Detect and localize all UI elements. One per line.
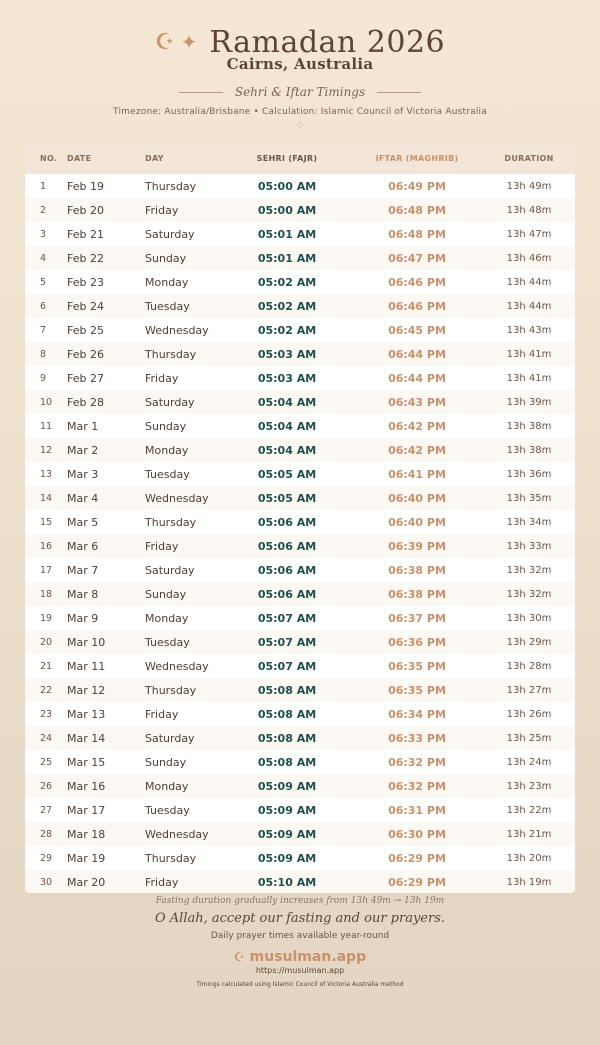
cell-day: Saturday xyxy=(145,731,195,745)
cell-sehri: 05:06 AM xyxy=(257,563,317,577)
table-row xyxy=(25,630,575,654)
cell-duration: 13h 36m xyxy=(506,468,552,480)
crescent-moon-icon: ☪ xyxy=(154,29,175,55)
table-row xyxy=(25,486,575,510)
cell-day: Friday xyxy=(145,203,179,217)
cell-no: 21 xyxy=(40,660,53,672)
cell-duration: 13h 32m xyxy=(506,588,552,600)
cell-iftar: 06:36 PM xyxy=(388,635,446,649)
cell-duration: 13h 32m xyxy=(506,564,552,576)
cell-sehri: 05:02 AM xyxy=(257,299,317,313)
table-row xyxy=(25,870,575,893)
cell-no: 14 xyxy=(40,492,53,504)
cell-no: 18 xyxy=(40,588,53,600)
cell-duration: 13h 44m xyxy=(506,300,552,312)
cell-date: Mar 20 xyxy=(67,875,106,889)
table-row xyxy=(25,270,575,294)
cell-no: 29 xyxy=(40,852,53,864)
cell-duration: 13h 26m xyxy=(506,708,552,720)
cell-duration: 13h 44m xyxy=(506,276,552,288)
cell-iftar: 06:32 PM xyxy=(388,779,446,793)
table-row xyxy=(25,558,575,582)
cell-sehri: 05:06 AM xyxy=(257,587,317,601)
column-header-day: DAY xyxy=(145,154,164,163)
cell-sehri: 05:09 AM xyxy=(257,827,317,841)
divider-right xyxy=(377,92,421,93)
cell-duration: 13h 21m xyxy=(506,828,552,840)
timezone-meta: Timezone: Australia/Brisbane • Calculation: Islamic Council of Victoria Australia xyxy=(113,107,487,117)
cell-duration: 13h 38m xyxy=(506,420,552,432)
cell-day: Friday xyxy=(145,875,179,889)
cell-iftar: 06:29 PM xyxy=(388,875,446,889)
cell-no: 28 xyxy=(40,828,53,840)
cell-sehri: 05:07 AM xyxy=(257,635,317,649)
cell-sehri: 05:04 AM xyxy=(257,419,317,433)
cell-date: Mar 5 xyxy=(67,515,99,529)
cell-sehri: 05:08 AM xyxy=(257,755,317,769)
cell-day: Thursday xyxy=(145,515,197,529)
cell-date: Feb 25 xyxy=(67,323,104,337)
cell-date: Feb 26 xyxy=(67,347,104,361)
cell-date: Mar 8 xyxy=(67,587,99,601)
cell-sehri: 05:05 AM xyxy=(257,491,317,505)
cell-sehri: 05:08 AM xyxy=(257,731,317,745)
cell-sehri: 05:07 AM xyxy=(257,659,317,673)
table-row xyxy=(25,342,575,366)
cell-day: Saturday xyxy=(145,563,195,577)
cell-sehri: 05:01 AM xyxy=(257,227,317,241)
cell-duration: 13h 43m xyxy=(506,324,552,336)
table-body xyxy=(25,174,575,893)
cell-no: 15 xyxy=(40,516,53,528)
cell-no: 25 xyxy=(40,756,53,768)
cell-sehri: 05:04 AM xyxy=(257,395,317,409)
cell-no: 1 xyxy=(40,180,47,192)
brand xyxy=(0,949,600,965)
table-row xyxy=(25,726,575,750)
cell-day: Saturday xyxy=(145,395,195,409)
table-row xyxy=(25,774,575,798)
cell-day: Tuesday xyxy=(145,803,190,817)
cell-duration: 13h 39m xyxy=(506,396,552,408)
cell-iftar: 06:38 PM xyxy=(388,587,446,601)
crescent-moon-icon: ☪ xyxy=(233,950,245,964)
cell-date: Feb 28 xyxy=(67,395,104,409)
cell-date: Mar 14 xyxy=(67,731,106,745)
cell-date: Feb 22 xyxy=(67,251,104,265)
cell-iftar: 06:40 PM xyxy=(388,515,446,529)
column-header-duration: DURATION xyxy=(504,154,554,163)
cell-no: 5 xyxy=(40,276,47,288)
cell-iftar: 06:44 PM xyxy=(388,371,446,385)
cell-duration: 13h 24m xyxy=(506,756,552,768)
cell-iftar: 06:46 PM xyxy=(388,275,446,289)
cell-sehri: 05:05 AM xyxy=(257,467,317,481)
column-header-sehri: SEHRI (FAJR) xyxy=(256,154,318,163)
cell-day: Thursday xyxy=(145,347,197,361)
cell-sehri: 05:10 AM xyxy=(257,875,317,889)
cell-day: Wednesday xyxy=(145,491,209,505)
cell-iftar: 06:35 PM xyxy=(388,659,446,673)
cell-duration: 13h 19m xyxy=(506,876,552,888)
cell-iftar: 06:38 PM xyxy=(388,563,446,577)
cell-date: Mar 12 xyxy=(67,683,106,697)
cell-duration: 13h 41m xyxy=(506,348,552,360)
cell-duration: 13h 38m xyxy=(506,444,552,456)
cell-no: 2 xyxy=(40,204,47,216)
table-row xyxy=(25,702,575,726)
cell-date: Mar 13 xyxy=(67,707,106,721)
cell-duration: 13h 25m xyxy=(506,732,552,744)
cell-duration: 13h 20m xyxy=(506,852,552,864)
cell-sehri: 05:00 AM xyxy=(257,179,317,193)
cell-iftar: 06:34 PM xyxy=(388,707,446,721)
cell-iftar: 06:41 PM xyxy=(388,467,446,481)
city-name: Cairns, Australia xyxy=(226,55,374,73)
cell-day: Sunday xyxy=(145,419,187,433)
header xyxy=(0,0,600,130)
table-row xyxy=(25,534,575,558)
cell-sehri: 05:06 AM xyxy=(257,539,317,553)
cell-no: 24 xyxy=(40,732,53,744)
cell-sehri: 05:09 AM xyxy=(257,851,317,865)
cell-duration: 13h 34m xyxy=(506,516,552,528)
cell-no: 30 xyxy=(40,876,53,888)
cell-day: Thursday xyxy=(145,851,197,865)
table-row xyxy=(25,510,575,534)
cell-date: Mar 1 xyxy=(67,419,99,433)
cell-date: Mar 16 xyxy=(67,779,106,793)
table-row xyxy=(25,294,575,318)
table-header xyxy=(25,143,575,174)
cell-date: Mar 19 xyxy=(67,851,106,865)
cell-duration: 13h 28m xyxy=(506,660,552,672)
cell-day: Wednesday xyxy=(145,827,209,841)
cell-date: Mar 4 xyxy=(67,491,99,505)
cell-duration: 13h 27m xyxy=(506,684,552,696)
table-row xyxy=(25,798,575,822)
table-row xyxy=(25,318,575,342)
cell-date: Feb 20 xyxy=(67,203,104,217)
cell-sehri: 05:02 AM xyxy=(257,323,317,337)
cell-date: Mar 15 xyxy=(67,755,106,769)
cell-no: 3 xyxy=(40,228,47,240)
cell-no: 6 xyxy=(40,300,47,312)
cell-duration: 13h 22m xyxy=(506,804,552,816)
cell-day: Saturday xyxy=(145,227,195,241)
cell-day: Wednesday xyxy=(145,659,209,673)
cell-day: Thursday xyxy=(145,683,197,697)
cell-duration: 13h 35m xyxy=(506,492,552,504)
table-row xyxy=(25,438,575,462)
table-row xyxy=(25,414,575,438)
subtitle-row xyxy=(0,85,600,99)
cell-day: Tuesday xyxy=(145,299,190,313)
cell-iftar: 06:42 PM xyxy=(388,419,446,433)
cell-no: 27 xyxy=(40,804,53,816)
cell-duration: 13h 48m xyxy=(506,204,552,216)
table-row xyxy=(25,654,575,678)
cell-date: Feb 27 xyxy=(67,371,104,385)
cell-sehri: 05:06 AM xyxy=(257,515,317,529)
cell-iftar: 06:47 PM xyxy=(388,251,446,265)
cell-no: 10 xyxy=(40,396,53,408)
cell-date: Mar 9 xyxy=(67,611,99,625)
cell-sehri: 05:03 AM xyxy=(257,371,317,385)
footer xyxy=(0,896,600,988)
cell-duration: 13h 30m xyxy=(506,612,552,624)
cell-sehri: 05:08 AM xyxy=(257,707,317,721)
table-row xyxy=(25,582,575,606)
cell-no: 19 xyxy=(40,612,53,624)
table-row xyxy=(25,606,575,630)
cell-iftar: 06:33 PM xyxy=(388,731,446,745)
table-row xyxy=(25,222,575,246)
cell-date: Mar 7 xyxy=(67,563,99,577)
cell-iftar: 06:43 PM xyxy=(388,395,446,409)
column-header-no: NO. xyxy=(40,154,58,163)
cell-iftar: 06:30 PM xyxy=(388,827,446,841)
table-row xyxy=(25,750,575,774)
divider-left xyxy=(179,92,223,93)
cell-sehri: 05:09 AM xyxy=(257,779,317,793)
method-note: Timings calculated using Islamic Council of Victoria Australia method xyxy=(196,981,404,988)
subtitle: Sehri & Iftar Timings xyxy=(234,85,366,99)
cell-no: 16 xyxy=(40,540,53,552)
cell-iftar: 06:32 PM xyxy=(388,755,446,769)
cell-iftar: 06:49 PM xyxy=(388,179,446,193)
cell-date: Feb 23 xyxy=(67,275,104,289)
page-title: Ramadan 2026 xyxy=(209,24,446,60)
cell-date: Mar 11 xyxy=(67,659,106,673)
cell-sehri: 05:00 AM xyxy=(257,203,317,217)
cell-sehri: 05:09 AM xyxy=(257,803,317,817)
cell-iftar: 06:39 PM xyxy=(388,539,446,553)
cell-date: Mar 3 xyxy=(67,467,99,481)
cell-iftar: 06:31 PM xyxy=(388,803,446,817)
cell-duration: 13h 29m xyxy=(506,636,552,648)
cell-no: 26 xyxy=(40,780,53,792)
cell-duration: 13h 46m xyxy=(506,252,552,264)
daily-times-note: Daily prayer times available year-round xyxy=(210,931,390,941)
cell-no: 12 xyxy=(40,444,53,456)
brand-url[interactable]: https://musulman.app xyxy=(255,966,345,975)
cell-no: 13 xyxy=(40,468,53,480)
table-row xyxy=(25,246,575,270)
cell-date: Mar 2 xyxy=(67,443,99,457)
cell-no: 22 xyxy=(40,684,53,696)
cell-no: 17 xyxy=(40,564,53,576)
cell-no: 4 xyxy=(40,252,47,264)
cell-sehri: 05:08 AM xyxy=(257,683,317,697)
column-header-iftar: IFTAR (MAGHRIB) xyxy=(375,154,459,163)
table-row xyxy=(25,198,575,222)
cell-no: 11 xyxy=(40,420,53,432)
diamond-ornament-icon: ◇ xyxy=(296,120,304,130)
cell-no: 8 xyxy=(40,348,47,360)
cell-date: Mar 17 xyxy=(67,803,106,817)
cell-date: Feb 21 xyxy=(67,227,104,241)
timetable xyxy=(25,143,575,893)
cell-day: Friday xyxy=(145,371,179,385)
cell-day: Thursday xyxy=(145,179,197,193)
cell-no: 9 xyxy=(40,372,47,384)
cell-no: 23 xyxy=(40,708,53,720)
cell-sehri: 05:01 AM xyxy=(257,251,317,265)
cell-sehri: 05:04 AM xyxy=(257,443,317,457)
table-row xyxy=(25,462,575,486)
star-icon: ✦ xyxy=(180,30,198,54)
cell-duration: 13h 41m xyxy=(506,372,552,384)
cell-day: Sunday xyxy=(145,755,187,769)
cell-iftar: 06:42 PM xyxy=(388,443,446,457)
cell-date: Feb 24 xyxy=(67,299,104,313)
dua-text: O Allah, accept our fasting and our prayers. xyxy=(154,911,446,926)
table-row xyxy=(25,174,575,198)
cell-day: Monday xyxy=(145,611,189,625)
cell-day: Friday xyxy=(145,539,179,553)
cell-iftar: 06:35 PM xyxy=(388,683,446,697)
table-row xyxy=(25,366,575,390)
cell-no: 7 xyxy=(40,324,47,336)
cell-iftar: 06:40 PM xyxy=(388,491,446,505)
cell-iftar: 06:48 PM xyxy=(388,203,446,217)
cell-day: Monday xyxy=(145,443,189,457)
cell-day: Monday xyxy=(145,275,189,289)
cell-day: Wednesday xyxy=(145,323,209,337)
cell-duration: 13h 23m xyxy=(506,780,552,792)
cell-iftar: 06:48 PM xyxy=(388,227,446,241)
table-row xyxy=(25,822,575,846)
cell-day: Monday xyxy=(145,779,189,793)
cell-day: Sunday xyxy=(145,251,187,265)
cell-sehri: 05:03 AM xyxy=(257,347,317,361)
duration-note: Fasting duration gradually increases from 13h 49m → 13h 19m xyxy=(155,896,445,906)
cell-day: Tuesday xyxy=(145,635,190,649)
cell-duration: 13h 49m xyxy=(506,180,552,192)
cell-iftar: 06:45 PM xyxy=(388,323,446,337)
cell-day: Tuesday xyxy=(145,467,190,481)
cell-date: Mar 10 xyxy=(67,635,106,649)
brand-name: musulman.app xyxy=(249,949,367,965)
table-row xyxy=(25,678,575,702)
cell-iftar: 06:29 PM xyxy=(388,851,446,865)
cell-date: Mar 6 xyxy=(67,539,99,553)
table-row xyxy=(25,846,575,870)
cell-date: Feb 19 xyxy=(67,179,104,193)
cell-iftar: 06:37 PM xyxy=(388,611,446,625)
cell-sehri: 05:02 AM xyxy=(257,275,317,289)
column-header-date: DATE xyxy=(67,154,92,163)
cell-sehri: 05:07 AM xyxy=(257,611,317,625)
cell-no: 20 xyxy=(40,636,53,648)
cell-iftar: 06:46 PM xyxy=(388,299,446,313)
cell-iftar: 06:44 PM xyxy=(388,347,446,361)
cell-day: Friday xyxy=(145,707,179,721)
cell-date: Mar 18 xyxy=(67,827,106,841)
cell-duration: 13h 47m xyxy=(506,228,552,240)
cell-day: Sunday xyxy=(145,587,187,601)
cell-duration: 13h 33m xyxy=(506,540,552,552)
table-row xyxy=(25,390,575,414)
